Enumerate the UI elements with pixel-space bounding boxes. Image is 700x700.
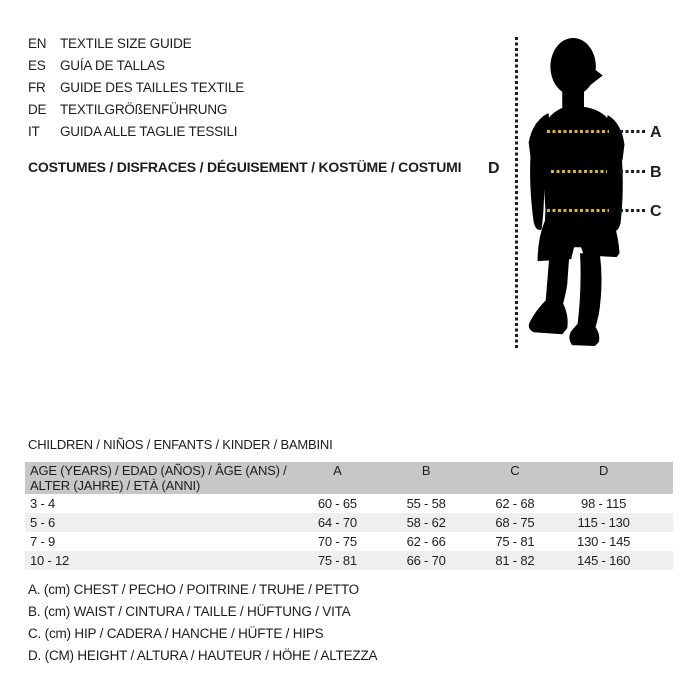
chest-guide-dots [620, 130, 647, 133]
age-cell: 3 - 4 [30, 496, 56, 511]
size-table-header [25, 462, 673, 494]
height-cell: 98 - 115 [581, 496, 627, 511]
language-label: GUIDA ALLE TAGLIE TESSILI [60, 124, 238, 139]
hip-cell: 75 - 81 [495, 534, 535, 549]
chest-cell: 75 - 81 [317, 553, 357, 568]
face-profile [590, 66, 603, 86]
legend-waist: B. (cm) WAIST / CINTURA / TAILLE / HÜFTUNG / VITA [28, 604, 351, 619]
waist-cell: 55 - 58 [406, 496, 446, 511]
age-cell: 10 - 12 [30, 553, 70, 568]
legend-hip: C. (cm) HIP / CADERA / HANCHE / HÜFTE / HIPS [28, 626, 324, 641]
height-guide-dotted-line [515, 37, 518, 348]
language-label: TEXTILGRÖßENFÜHRUNG [60, 102, 228, 117]
age-cell: 7 - 9 [30, 534, 56, 549]
age-cell: 5 - 6 [30, 515, 56, 530]
label-chest-a: A [650, 124, 662, 141]
language-code: ES [28, 58, 46, 73]
hip-cell: 62 - 68 [495, 496, 535, 511]
waist-measure-line [551, 170, 607, 173]
legend-height: D. (CM) HEIGHT / ALTURA / HAUTEUR / HÖHE / ALTEZZA [28, 648, 378, 663]
language-code: FR [28, 80, 46, 95]
chest-measure-line [547, 130, 609, 133]
child-silhouette-image [524, 36, 640, 350]
table-row [25, 494, 673, 513]
table-row [25, 532, 673, 551]
table-row [25, 513, 673, 532]
legend-chest: A. (cm) CHEST / PECHO / POITRINE / TRUHE / PETTO [28, 582, 359, 597]
waist-cell: 58 - 62 [406, 515, 446, 530]
language-code: DE [28, 102, 47, 117]
waist-guide-dots [620, 170, 647, 173]
hip-guide-dots [620, 209, 647, 212]
size-table [25, 462, 673, 570]
language-label: TEXTILE SIZE GUIDE [60, 36, 192, 51]
label-hip-c: C [650, 203, 662, 220]
waist-cell: 66 - 70 [406, 553, 446, 568]
language-label: GUIDE DES TAILLES TEXTILE [60, 80, 245, 95]
column-header-c: C [510, 463, 520, 478]
height-cell: 130 - 145 [577, 534, 631, 549]
height-cell: 145 - 160 [577, 553, 631, 568]
language-code: IT [28, 124, 40, 139]
language-code: EN [28, 36, 47, 51]
hip-cell: 68 - 75 [495, 515, 535, 530]
age-header-cell [25, 462, 293, 494]
height-cell: 115 - 130 [577, 515, 630, 530]
waist-cell: 62 - 66 [406, 534, 446, 549]
age-header-line1: AGE (YEARS) / EDAD (AÑOS) / ÂGE (ANS) / [30, 463, 287, 478]
hip-cell: 81 - 82 [495, 553, 535, 568]
children-section-title: CHILDREN / NIÑOS / ENFANTS / KINDER / BAMBINI [28, 437, 333, 452]
category-title: COSTUMES / DISFRACES / DÉGUISEMENT / KOSTÜME / COSTUMI [28, 159, 462, 175]
column-header-a: A [333, 463, 342, 478]
measurement-legend [28, 579, 377, 667]
hip-measure-line [547, 209, 609, 212]
label-waist-b: B [650, 164, 662, 181]
table-row [25, 551, 673, 570]
chest-cell: 70 - 75 [317, 534, 357, 549]
column-header-b: B [421, 463, 431, 478]
chest-cell: 60 - 65 [317, 496, 357, 511]
column-header-d: D [599, 463, 609, 478]
chest-cell: 64 - 70 [317, 515, 357, 530]
age-header-line2: ALTER (JAHRE) / ETÀ (ANNI) [30, 477, 201, 493]
label-height-d: D [488, 160, 500, 177]
language-label: GUÍA DE TALLAS [60, 58, 165, 73]
